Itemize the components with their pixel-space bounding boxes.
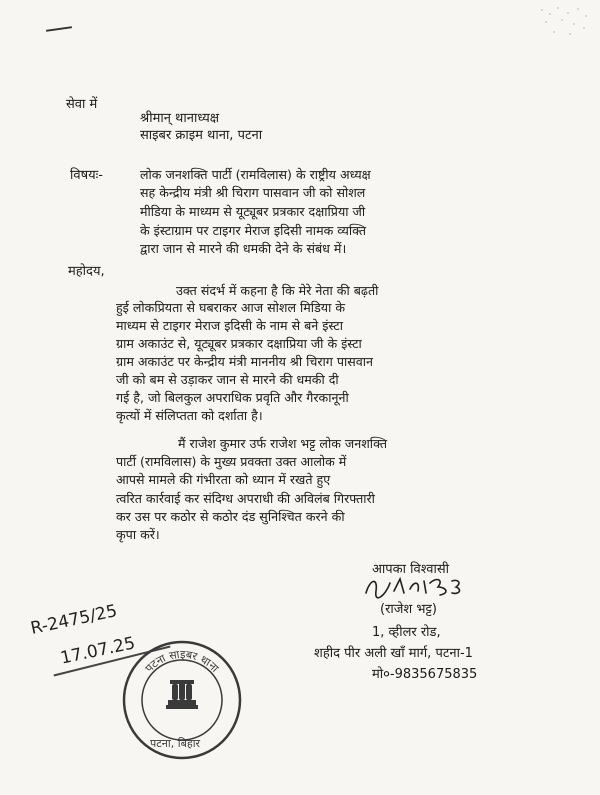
- signature-scribble: [360, 571, 470, 601]
- paragraph1-line: जी को बम से उड़ाकर जान से मारने की धमकी दी: [116, 372, 339, 387]
- receipt-date: 17.07.25: [58, 633, 137, 669]
- subject-line: द्वारा जान से मारने की धमकी देने के संबंध में।: [140, 241, 347, 256]
- paragraph2-line: त्वरित कार्रवाई कर संदिग्ध अपराधी की अविलंब गिरफ्तारी: [116, 491, 375, 506]
- paragraph1-line: माध्यम से टाइगर मेराज इदिसी के नाम से बने इंस्टा: [116, 318, 343, 333]
- subject-line: मीडिया के माध्यम से यूट्यूबर प्रत्रकार दक्षाप्रिया जी: [140, 204, 366, 219]
- signatory-name: (राजेश भट्ट): [380, 602, 437, 617]
- paragraph1-line: कृत्यों में संलिप्तता को दर्शाता है।: [116, 408, 263, 423]
- paragraph2-line: आपसे मामले की गंभीरता को ध्यान में रखते हुए: [116, 472, 331, 487]
- emblem-icon: [166, 680, 198, 709]
- paragraph2-line: कर उस पर कठोर से कठोर दंड सुनिश्चित करने की: [116, 509, 345, 524]
- subject-line: लोक जनशक्ति पार्टी (रामविलास) के राष्ट्रीय अध्यक्ष: [140, 167, 371, 182]
- paragraph2-line: मैं राजेश कुमार उर्फ राजेश भट्ट लोक जनशक्ति: [178, 436, 387, 451]
- salutation: महोदय,: [68, 264, 105, 279]
- paragraph2-line: पार्टी (रामविलास) के मुख्य प्रवक्ता उक्त आलोक में: [116, 454, 347, 469]
- paragraph1-line: हुई लोकप्रियता से घबराकर आज सोशल मिडिया के: [116, 300, 346, 315]
- recipient-office: साइबर क्राइम थाना, पटना: [140, 128, 263, 143]
- address-line1: 1, व्हीलर रोड,: [372, 625, 441, 640]
- recipient-title: श्रीमान् थानाध्यक्ष: [140, 111, 220, 126]
- closing-yours: आपका विश्वासी: [372, 562, 450, 577]
- receipt-number: R-2475/25: [28, 601, 120, 639]
- subject-label: विषयः-: [70, 168, 103, 183]
- pen-dash-mark: [46, 26, 72, 32]
- to-label: सेवा में: [66, 97, 98, 112]
- address-line2: शहीद पीर अली खाँ मार्ग, पटना-1: [314, 646, 473, 661]
- paragraph1-line: ग्राम अकाउंट से, यूट्यूबर प्रत्रकार दक्षाप्रिया जी के इंस्टा: [116, 336, 362, 351]
- mobile-number: मो०-9835675835: [372, 667, 478, 682]
- paragraph1-line: उक्त संदर्भ में कहना है कि मेरे नेता की बढ़ती: [176, 283, 379, 298]
- seal-top-text: पटना साइबर थाना: [142, 647, 222, 675]
- paragraph1-line: ग्राम अकाउंट पर केन्द्रीय मंत्री माननीय श्री चिराग पासवान: [116, 354, 374, 369]
- subject-line: के इंस्टाग्राम पर टाइगर मेराज इदिसी नामक व्यक्ति: [140, 223, 367, 238]
- paragraph1-line: गई है, जो बिलकुल अपराधिक प्रवृति और गैरकानूनी: [116, 390, 349, 405]
- seal-bottom-text: पटना, बिहार: [150, 737, 201, 750]
- corner-dot-texture: [534, 4, 594, 64]
- subject-line: सह केन्द्रीय मंत्री श्री चिराग पासवान जी को सोशल: [140, 185, 366, 200]
- paragraph2-line: कृपा करें।: [116, 527, 160, 542]
